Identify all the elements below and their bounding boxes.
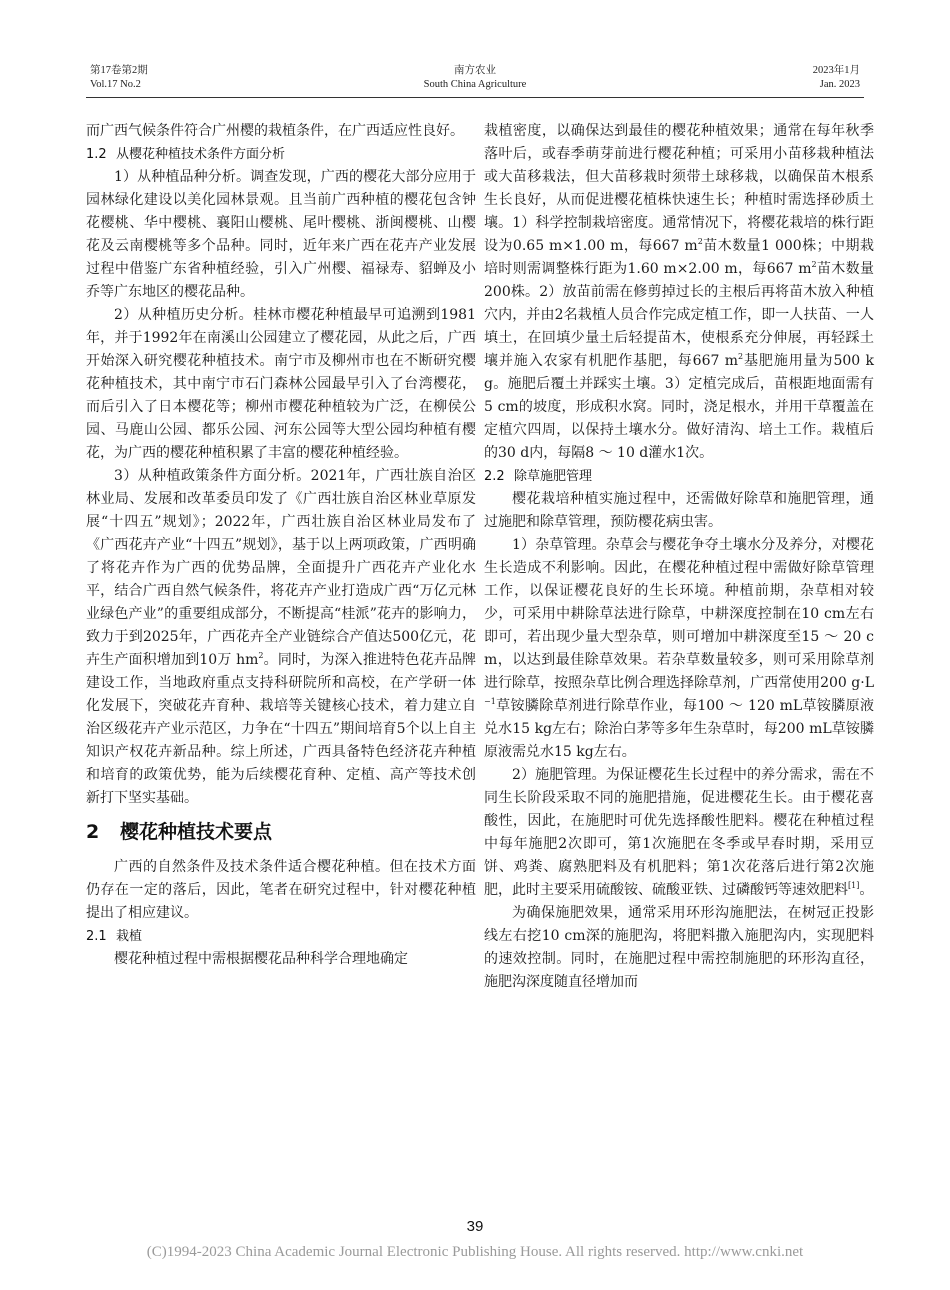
text-run: 草铵膦除草剂进行除草作业，每100 ～ 120 mL草铵膦原液兑水15 kg左右；除治白茅等多年生杂草时，每200 mL草铵膦原液需兑水15 kg左右。 [484,698,874,760]
section-title: 栽植 [116,929,143,944]
copyright-footer: (C)1994-2023 China Academic Journal Electronic Publishing House. All rights reserved. http://www.cnki.net [146,1244,804,1260]
text-run: 2）施肥管理。为保证樱花生长过程中的养分需求，需在不同生长阶段采取不同的施肥措施，促进樱花生长。由于樱花喜酸性，因此，在施肥时可优先选择酸性肥料。樱花在种植过程中每年施肥2次即可，第1次施肥在冬季或早春时期，采用豆饼、鸡粪、腐熟肥料及有机肥料；第1次花落后进行第2次施肥，此时主要采用硫酸铵、硫酸亚铁、过磷酸钙等速效肥料 [484,767,874,898]
paragraph: 1）从种植品种分析。调查发现，广西的樱花大部分应用于园林绿化建设以美化园林景观。且当前广西种植的樱花包含钟花樱桃、华中樱桃、襄阳山樱桃、尾叶樱桃、浙闽樱桃、山樱花及云南樱桃等多个品种。同时，近年来广西在花卉产业发展过程中借鉴广东省种植经验，引入广州樱、福禄寿、貂蝉及小乔等广东地区的樱花品种。 [86,169,476,300]
superscript: 2 [697,237,703,246]
section-number: 2 [86,821,100,843]
reference-marker: [1] [848,881,860,890]
text-run: 苗木数量1 000株；中期栽培时则需调整株行距为1.60 m×2.00 m，每667 m [484,238,874,277]
header-date [813,64,860,92]
header-date-en: Jan. 2023 [819,79,860,90]
header-journal-cn: 南方农业 [454,65,496,76]
paragraph [86,465,476,810]
page-number: 39 [466,1218,484,1235]
paragraph: 樱花种植过程中需根据樱花品种科学合理地确定 [114,951,408,967]
text-run: 3）从种植政策条件方面分析。2021年，广西壮族自治区林业局、发展和改革委员印发了《广西壮族自治区林业草原发展“十四五”规划》；2022年，广西壮族自治区林业局发布了《广西花卉产业“十四五”规划》，基于以上两项政策，广西明确了将花卉作为广西的优势品牌，全面提升广西花卉产业化水平，结合广西自然气候条件，将花卉产业打造成广西“万亿元林业绿色产业”的重要组成部分，不断提高“桂派”花卉的影响力，致力于到2025年，广西花卉全产业链综合产值达500亿元，花卉生产面积增加到10万 hm [86,468,476,668]
running-header [90,64,860,100]
section-heading-2-2 [484,465,874,488]
text-run: 苗木数量200株。2）放苗前需在修剪掉过长的主根后再将苗木放入种植穴内，并由2名栽植人员合作完成定植工作，即一人扶苗、一人填土，在回填少量土后轻提苗木，使根系充分伸展，再轻踩土壤并施入农家有机肥作基肥，每667 m [484,261,874,369]
text-run: 。 [859,882,874,898]
superscript: 2 [258,651,264,660]
section-heading-2-1 [86,925,476,948]
paragraph [484,534,874,764]
text-run: 栽植密度，以确保达到最佳的樱花种植效果；通常在每年秋季落叶后，或春季萌芽前进行樱花种植；可采用小苗移栽种植法或大苗移栽法，但大苗移栽时须带土球移栽，以确保苗木根系生长良好，从而促进樱花植株快速生长；种植时需选择砂质土壤。1）科学控制栽培密度。通常情况下，将樱花栽培的株行距设为0.65 m×1.00 m，每667 m [484,123,874,254]
text-run: 1）杂草管理。杂草会与樱花争夺土壤水分及养分，对樱花生长造成不利影响。因此，在樱花种植过程中需做好除草管理工作，以保证樱花良好的生长环境。种植前期，杂草相对较少，可采用中耕除草法进行除草，中耕深度控制在10 cm左右即可，若出现少量大型杂草，则可增加中耕深度至15 ～ 20 cm，以达到最佳除草效果。若杂草数量较多，则可采用除草剂进行除草，按照杂草比例合理选择除草剂，广西常使用200 g·L [484,537,874,691]
section-title: 樱花种植技术要点 [120,821,273,843]
section-heading-1-2 [86,143,476,166]
header-journal-en: South China Agriculture [423,79,527,90]
superscript: −1 [484,697,496,706]
paragraph: 广西的自然条件及技术条件适合樱花种植。但在技术方面仍存在一定的落后，因此，笔者在研究过程中，针对樱花种植提出了相应建议。 [86,859,476,921]
section-number: 2.1 [86,929,107,944]
superscript: 2 [811,260,817,269]
paragraph: 而广西气候条件符合广州樱的栽植条件，在广西适应性良好。 [86,123,464,139]
header-rule [86,97,864,98]
paragraph [484,764,874,902]
right-column [484,120,874,994]
paragraph: 樱花栽培种植实施过程中，还需做好除草和施肥管理，通过施肥和除草管理，预防樱花病虫害。 [484,491,874,530]
header-journal [90,64,860,92]
paragraph: 为确保施肥效果，通常采用环形沟施肥法，在树冠正投影线左右挖10 cm深的施肥沟，将肥料撒入施肥沟内，实现肥料的速效控制。同时，在施肥过程中需控制施肥的环形沟直径，施肥沟深度随直径增加而 [484,905,874,990]
section-title: 除草施肥管理 [514,469,593,484]
section-number: 1.2 [86,147,107,162]
text-run: 基肥施用量为500 kg。施肥后覆土并踩实土壤。3）定植完成后，苗根距地面需有5 cm的坡度，形成积水窝。同时，浇足根水，并用干草覆盖在定植穴四周，以保持土壤水分。做好清沟、培土工作。栽植后的30 d内，每隔8 ～ 10 d灌水1次。 [484,353,874,461]
section-number: 2.2 [484,469,505,484]
header-volume-cn: 第17卷第2期 [90,65,148,76]
header-date-cn: 2023年1月 [812,65,860,76]
paragraph: 2）从种植历史分析。桂林市樱花种植最早可追溯到1981年，并于1992年在南溪山公园建立了樱花园，从此之后，广西开始深入研究樱花种植技术。南宁市及柳州市也在不断研究樱花种植技术，其中南宁市石门森林公园最早引入了台湾樱花，而后引入了日本樱花等；柳州市樱花种植较为广泛，在柳侯公园、马鹿山公园、都乐公园、河东公园等大型公园均种植有樱花，为广西的樱花种植积累了丰富的樱花种植经验。 [86,307,476,461]
text-run: 。同时，为深入推进特色花卉品牌建设工作，当地政府重点支持科研院所和高校，在产学研一体化发展下，突破花卉育种、栽培等关键核心技术，着力建立自治区级花卉产业示范区，力争在“十四五”期间培育5个以上自主知识产权花卉新品种。综上所述，广西具备特色经济花卉种植和培育的政策优势，能为后续樱花育种、定植、高产等技术创新打下坚实基础。 [86,652,477,806]
section-title: 从樱花种植技术条件方面分析 [116,147,286,162]
section-heading-2 [86,818,476,846]
left-column [86,120,476,971]
superscript: 2 [738,352,744,361]
header-volume-en: Vol.17 No.2 [90,79,141,90]
paragraph [484,120,874,465]
